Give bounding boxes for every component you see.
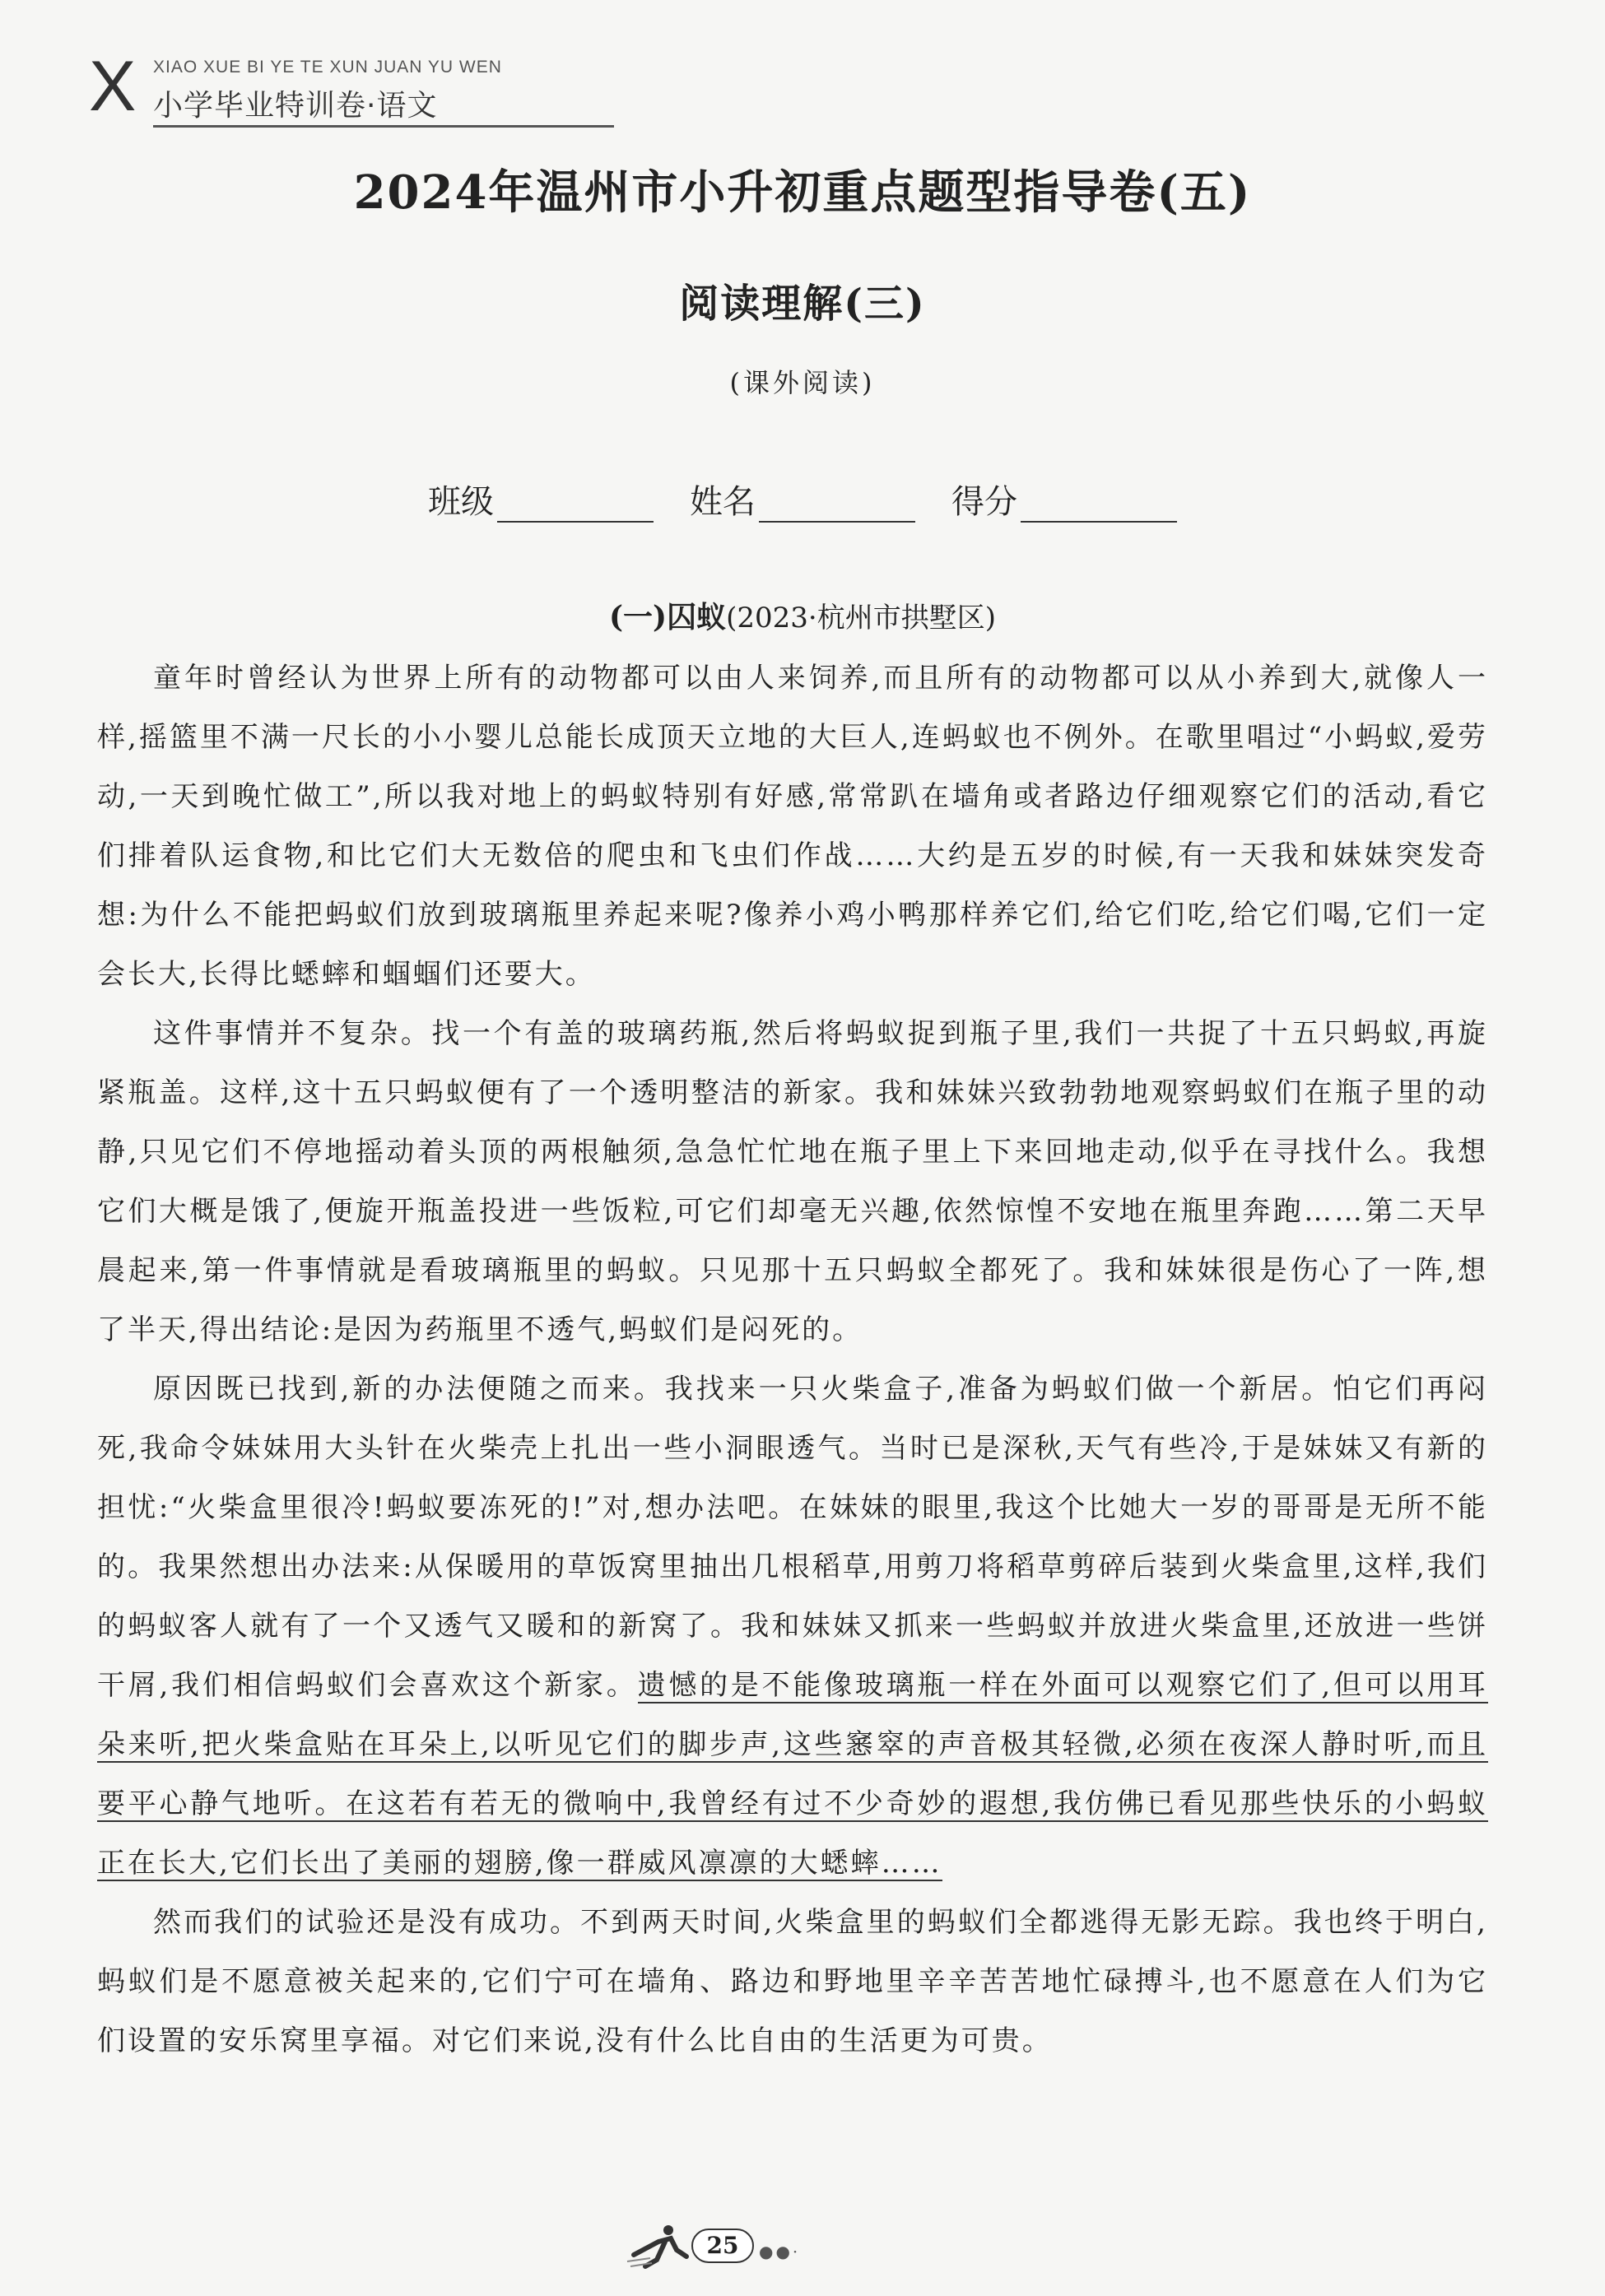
section-note: (课外阅读) — [729, 367, 876, 398]
paragraph-1: 童年时曾经认为世界上所有的动物都可以由人来饲养,而且所有的动物都可以从小养到大,就像人一样,摇篮里不满一尺长的小小婴儿总能长成顶天立地的大巨人,连蚂蚁也不例外。在歌里唱过“小蚂蚁,爱劳动,一天到晚忙做工”,所以我对地上的蚂蚁特别有好感,常常趴在墙角或者路边仔细观察它们的活动,看它们排着队运食物,和比它们大无数倍的爬虫和飞虫们作战……大约是五岁的时候,有一天我和妹妹突发奇想:为什么不能把蚂蚁们放到玻璃瓶里养起来呢?像养小鸡小鸭那样养它们,给它们吃,给它们喝,它们一定会长大,长得比蟋蟀和蝈蝈们还要大。 — [97, 662, 1488, 991]
header-brand — [89, 47, 533, 126]
paragraph-2: 这件事情并不复杂。找一个有盖的玻璃药瓶,然后将蚂蚁捉到瓶子里,我们一共捉了十五只蚂蚁,再旋紧瓶盖。这样,这十五只蚂蚁便有了一个透明整洁的新家。我和妹妹兴致勃勃地观察蚂蚁们在瓶子里的动静,只见它们不停地摇动着头顶的两根触须,急急忙忙地在瓶子里上下来回地走动,似乎在寻找什么。我想它们大概是饿了,便旋开瓶盖投进一些饭粒,可它们却毫无兴趣,依然惊惶不安地在瓶里奔跑……第二天早晨起来,第一件事情就是看玻璃瓶里的蚂蚁。只见那十五只蚂蚁全都死了。我和妹妹很是伤心了一阵,想了半天,得出结论:是因为药瓶里不透气,蚂蚁们是闷死的。 — [97, 1017, 1488, 1346]
section-title: 阅读理解(三) — [679, 281, 926, 327]
article-heading — [0, 594, 1605, 636]
score-field[interactable] — [951, 476, 1177, 523]
class-blank[interactable] — [497, 485, 654, 523]
score-label: 得分 — [951, 483, 1017, 521]
paragraph-3 — [97, 1359, 1488, 1893]
class-field[interactable] — [428, 476, 654, 523]
underlined-passage: 遗憾的是不能像玻璃瓶一样在外面可以观察它们了,但可以用耳朵来听,把火柴盒贴在耳朵上,以听见它们的脚步声,这些窸窣的声音极其轻微,必须在夜深人静时听,而且要平心静气地听。在这若有若无的微响中,我曾经有过不少奇妙的遐想,我仿佛已看见那些快乐的小蚂蚁正在长大,它们长出了美丽的翅膀,像一群威风凛凛的大蟋蟀…… — [97, 1669, 1488, 1880]
student-info-fields — [0, 476, 1605, 523]
article-body — [97, 648, 1488, 2071]
score-blank[interactable] — [1021, 485, 1177, 523]
paragraph-4: 然而我们的试验还是没有成功。不到两天时间,火柴盒里的蚂蚁们全都逃得无影无踪。我也终于明白,蚂蚁们是不愿意被关起来的,它们宁可在墙角、路边和野地里辛辛苦苦地忙碌搏斗,也不愿意在人们为它们设置的安乐窝里享福。对它们来说,没有什么比自由的生活更为可贵。 — [97, 1906, 1488, 2057]
article-title: (一)囚蚁 — [609, 600, 727, 634]
brand-rule — [153, 125, 614, 128]
name-field[interactable] — [690, 476, 915, 523]
name-blank[interactable] — [759, 485, 915, 523]
decorative-dots: ●●· — [759, 2242, 801, 2261]
page-footer — [626, 2222, 840, 2271]
brand-title: 小学毕业特训卷·语文 — [153, 89, 438, 123]
brand-pinyin: XIAO XUE BI YE TE XUN JUAN YU WEN — [153, 58, 502, 77]
page-number: 25 — [691, 2229, 754, 2263]
runner-icon — [626, 2222, 691, 2271]
page-title: 2024年温州市小升初重点题型指导卷(五) — [353, 165, 1252, 220]
brand-letter: X — [89, 47, 135, 126]
article-source: (2023·杭州市拱墅区) — [726, 602, 996, 634]
name-label: 姓名 — [690, 483, 756, 521]
paragraph-3-text: 原因既已找到,新的办法便随之而来。我找来一只火柴盒子,准备为蚂蚁们做一个新居。怕它们再闷死,我命令妹妹用大头针在火柴壳上扎出一些小洞眼透气。当时已是深秋,天气有些冷,于是妹妹又有新的担忧:“火柴盒里很冷!蚂蚁要冻死的!”对,想办法吧。在妹妹的眼里,我这个比她大一岁的哥哥是无所不能的。我果然想出办法来:从保暖用的草饭窝里抽出几根稻草,用剪刀将稻草剪碎后装到火柴盒里,这样,我们的蚂蚁客人就有了一个又透气又暖和的新窝了。我和妹妹又抓来一些蚂蚁并放进火柴盒里,还放进一些饼干屑,我们相信蚂蚁们会喜欢这个新家。 — [97, 1373, 1488, 1702]
class-label: 班级 — [428, 483, 494, 521]
